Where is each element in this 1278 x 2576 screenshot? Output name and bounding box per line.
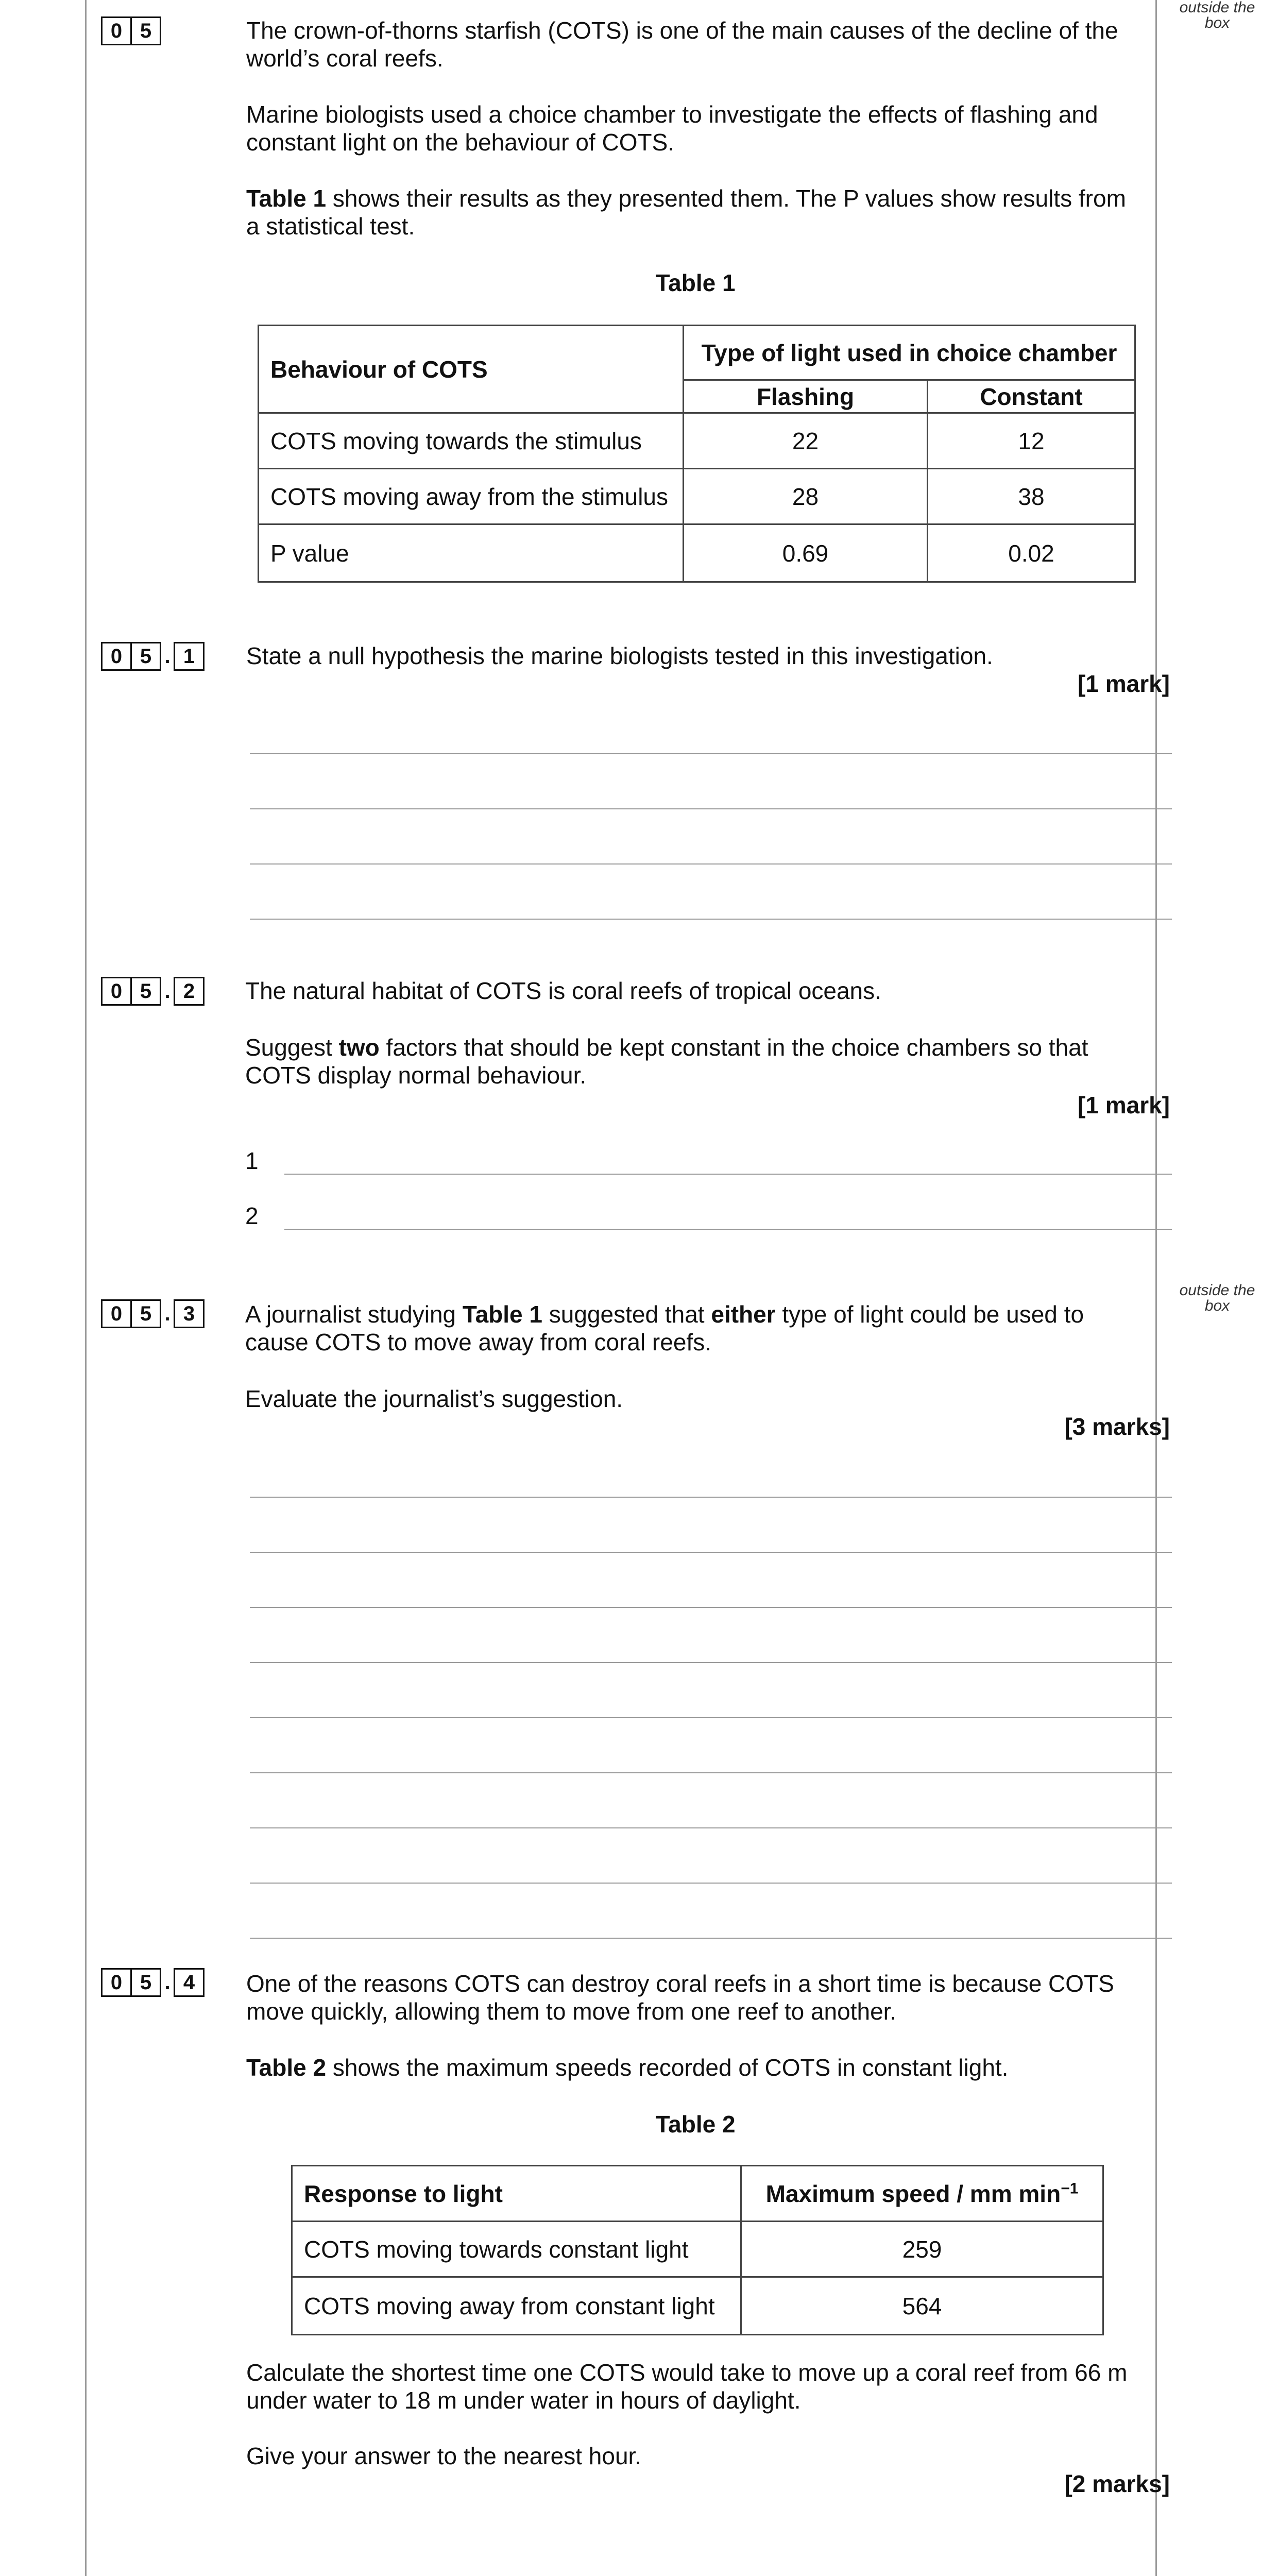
answer-line[interactable] — [250, 1662, 1172, 1663]
table2 — [291, 2165, 1104, 2335]
text-run: suggested that — [542, 1301, 711, 1328]
answer-line[interactable] — [250, 919, 1172, 920]
question-digit: 0 — [101, 1968, 132, 1997]
header-superscript: −1 — [1061, 2180, 1079, 2197]
question-digit: 5 — [130, 1968, 161, 1997]
question-number-05-4 — [101, 1967, 205, 1998]
table2-speed-value: 259 — [741, 2222, 1103, 2277]
answer-line[interactable] — [250, 808, 1172, 809]
text-line: COTS display normal behaviour. — [245, 1062, 587, 1089]
question-dot: . — [164, 645, 171, 668]
q052-marks: [1 mark] — [1078, 1092, 1170, 1118]
question-number-05-2 — [101, 976, 205, 1007]
header-text: Maximum speed / mm min — [765, 2180, 1061, 2207]
question-digit: 0 — [101, 1299, 132, 1328]
question-digit: 3 — [174, 1299, 205, 1328]
bold-ref: Table 2 — [246, 2054, 327, 2081]
table-row — [259, 469, 1135, 524]
answer-label-1: 1 — [245, 1147, 259, 1174]
question-number-05 — [101, 15, 161, 46]
text-line: under water to 18 m under water in hours of daylight. — [246, 2387, 801, 2414]
q054-text1 — [246, 1970, 1114, 2025]
q053-text1 — [245, 1300, 1084, 1356]
q052-text1: The natural habitat of COTS is coral reefs of tropical oceans. — [245, 977, 881, 1004]
table2-row-label: COTS moving away from constant light — [292, 2277, 741, 2335]
answer-line[interactable] — [250, 1497, 1172, 1498]
question-number-05-3 — [101, 1298, 205, 1329]
table-row — [259, 413, 1135, 469]
question-digit: 5 — [130, 977, 161, 1006]
text-line: cause COTS to move away from coral reefs. — [245, 1329, 711, 1355]
margin-note-line: box — [1204, 1297, 1230, 1314]
text-line: constant light on the behaviour of COTS. — [246, 129, 675, 156]
table2-speed-value: 564 — [741, 2277, 1103, 2335]
table1-row-label: COTS moving towards the stimulus — [259, 413, 684, 469]
table1-header-light-type: Type of light used in choice chamber — [684, 326, 1135, 380]
question-digit: 0 — [101, 16, 132, 45]
table1-header-behaviour: Behaviour of COTS — [259, 326, 684, 413]
table1-header-constant: Constant — [928, 380, 1135, 413]
answer-line-1[interactable] — [284, 1174, 1172, 1175]
q054-calc — [246, 2359, 1127, 2414]
question-digit: 0 — [101, 977, 132, 1006]
q054-para2 — [246, 2054, 1008, 2081]
table1-row-label: P value — [259, 524, 684, 582]
q05-intro — [246, 16, 1118, 72]
question-digit: 4 — [174, 1968, 205, 1997]
table-row — [292, 2277, 1103, 2335]
bold-ref: Table 1 — [246, 185, 327, 212]
answer-line[interactable] — [250, 753, 1172, 754]
q05-para2 — [246, 100, 1098, 156]
text-line — [245, 1300, 1084, 1328]
text-run: type of light could be used to — [775, 1301, 1084, 1328]
table2-header-response: Response to light — [292, 2166, 741, 2222]
answer-line[interactable] — [250, 1827, 1172, 1828]
table1-header-flashing: Flashing — [684, 380, 928, 413]
question-digit: 5 — [130, 1299, 161, 1328]
right-margin-rule — [1155, 0, 1157, 2576]
table1-flashing-value: 0.69 — [684, 524, 928, 582]
left-margin-rule — [85, 0, 87, 2576]
question-dot: . — [164, 1971, 171, 1994]
answer-line[interactable] — [250, 1772, 1172, 1773]
q052-text2 — [245, 1033, 1088, 1089]
bold-ref: Table 1 — [462, 1301, 542, 1328]
table1-title: Table 1 — [655, 269, 736, 296]
q051-text: State a null hypothesis the marine biologists tested in this investigation. — [246, 642, 993, 669]
answer-line[interactable] — [250, 1607, 1172, 1608]
text-line: One of the reasons COTS can destroy coral reefs in a short time is because COTS — [246, 1970, 1114, 1997]
question-dot: . — [164, 980, 171, 1003]
text-line: Calculate the shortest time one COTS would take to move up a coral reef from 66 m — [246, 2359, 1128, 2386]
text-line — [246, 184, 1126, 212]
answer-line[interactable] — [250, 1938, 1172, 1939]
text-line: The crown-of-thorns starfish (COTS) is one of the main causes of the decline of the — [246, 17, 1118, 44]
table1-flashing-value: 22 — [684, 413, 928, 469]
table2-header-speed — [741, 2166, 1103, 2222]
question-number-05-1 — [101, 641, 205, 672]
question-digit: 5 — [130, 642, 161, 671]
question-digit: 2 — [174, 977, 205, 1006]
table2-title: Table 2 — [655, 2111, 736, 2138]
answer-label-2: 2 — [245, 1202, 259, 1229]
answer-line-2[interactable] — [284, 1229, 1172, 1230]
margin-note-line: box — [1204, 14, 1230, 31]
answer-line[interactable] — [250, 1717, 1172, 1718]
question-digit: 5 — [130, 16, 161, 45]
text-line: move quickly, allowing them to move from one reef to another. — [246, 1998, 897, 2025]
table1-flashing-value: 28 — [684, 469, 928, 524]
text-run: shows the maximum speeds recorded of COTS in constant light. — [326, 2054, 1009, 2081]
table1-constant-value: 12 — [928, 413, 1135, 469]
q053-text2: Evaluate the journalist’s suggestion. — [245, 1385, 623, 1412]
table1-constant-value: 38 — [928, 469, 1135, 524]
question-dot: . — [164, 1302, 171, 1325]
outside-the-box-note-2 — [1158, 1283, 1276, 1314]
q054-nearest: Give your answer to the nearest hour. — [246, 2443, 642, 2469]
question-digit: 1 — [174, 642, 205, 671]
table1 — [258, 325, 1136, 583]
text-line: a statistical test. — [246, 213, 415, 240]
text-run: factors that should be kept constant in the choice chambers so that — [379, 1034, 1088, 1061]
text-line: world’s coral reefs. — [246, 45, 444, 72]
q051-marks: [1 mark] — [1078, 670, 1170, 697]
q053-marks: [3 marks] — [1064, 1413, 1170, 1440]
question-digit: 0 — [101, 642, 132, 671]
table-row — [259, 524, 1135, 582]
bold-word: two — [338, 1034, 380, 1061]
text-run: A journalist studying — [245, 1301, 463, 1328]
text-run: shows their results as they presented them. The P values show results from — [326, 185, 1126, 212]
table-row — [292, 2222, 1103, 2277]
answer-line[interactable] — [250, 1883, 1172, 1884]
table1-row-label: COTS moving away from the stimulus — [259, 469, 684, 524]
q054-marks: [2 marks] — [1064, 2470, 1170, 2497]
text-line — [245, 1033, 1088, 1061]
table1-constant-value: 0.02 — [928, 524, 1135, 582]
answer-line[interactable] — [250, 1552, 1172, 1553]
table2-row-label: COTS moving towards constant light — [292, 2222, 741, 2277]
text-run: Suggest — [245, 1034, 339, 1061]
bold-word: either — [711, 1301, 776, 1328]
text-line: Marine biologists used a choice chamber to investigate the effects of flashing and — [246, 101, 1098, 128]
answer-line[interactable] — [250, 863, 1172, 865]
margin-note-line: outside the — [1179, 1282, 1255, 1299]
q05-para3 — [246, 184, 1126, 240]
outside-the-box-note — [1158, 0, 1276, 31]
margin-note-line: outside the — [1179, 0, 1255, 16]
